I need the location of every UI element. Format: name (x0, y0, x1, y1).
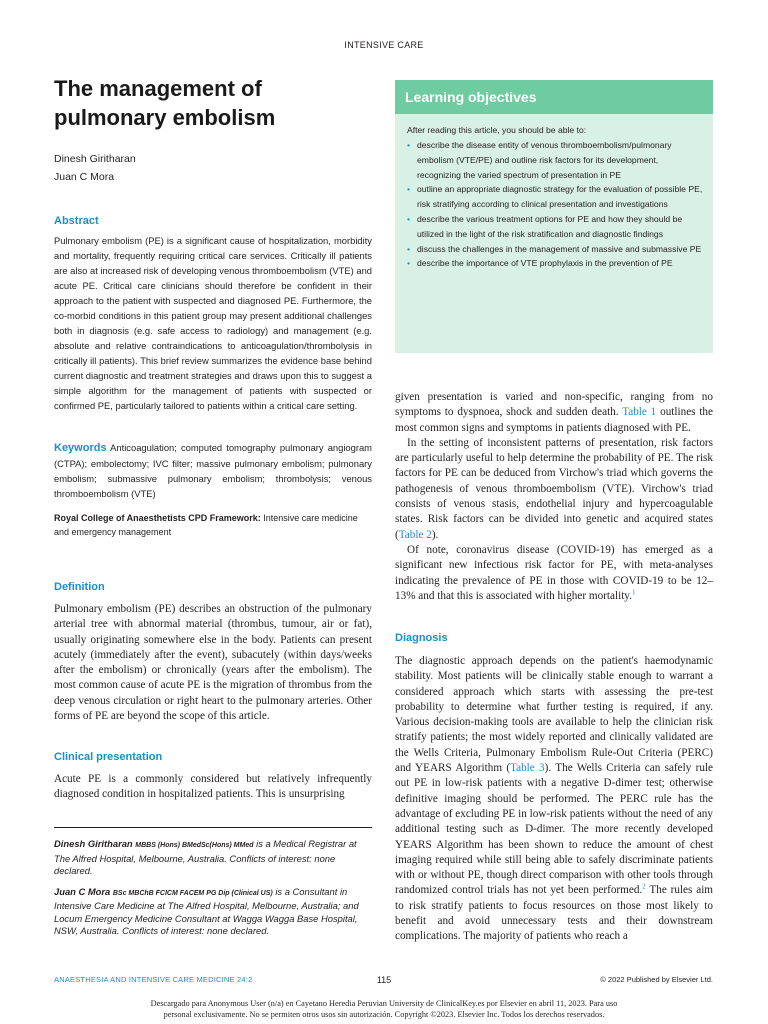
keywords-text: Anticoagulation; computed tomography pulmonary angiogram (CTPA); embolectomy; IVC filter; massive pulmonary embolism; pulmonary embolism; submassive pulmonary embolism; thrombolysis; venous thromboembolism (VTE) (54, 442, 372, 499)
running-header: INTENSIVE CARE (344, 40, 424, 50)
paragraph: In the setting of inconsistent patterns of presentation, risk factors are particularly useful to help determine the probability of PE. The risk factors for PE can be deduced from Virchow's triad which governs the pathogenesis of venous thromboembolism (VTE). Virchow's triad consists of venous stasis, endothelial injury and hypercoagulable states. Risk factors can be divided into genetic and acquired states (Table 2). (395, 436, 713, 541)
article-title: The management of pulmonary embolism (54, 76, 276, 130)
table-1-link[interactable]: Table 1 (622, 406, 657, 419)
diagnosis-body (395, 654, 713, 945)
bullet-icon: • (407, 213, 411, 224)
paragraph: The diagnostic approach depends on the patient's haemodynamic stability. Most patients will be clinically stable enough to warrant a considered approach which starts with assessing the pre-test probability to determine what further testing is required, if any. Various decision-making tools are available to help the clinician risk stratify patients; the most widely reported and clinically validated are the Wells Criteria, Pulmonary Embolism Rule-Out Criteria (PERC) and YEARS Algorithm (Table 3). The Wells Criteria can safely rule out PE in low-risk patients with a negative D-dimer test; otherwise definitive imaging should be performed. The PERC rule has the advantage of excluding PE in low-risk patients without the need of any additional testing such as D-dimer. The more recently developed YEARS Algorithm has been shown to reduce the amount of chest imaging required while still being able to safely discriminate patients with or without PE, though direct comparison with other tools through randomized control trials has not yet been performed.$^2$ The rules aim to risk stratify patients to focus resources on those most likely to benefit and avoid unnecessary tests and their downstream complications. The majority of patients who reach a (395, 655, 714, 943)
author-bio: Dinesh Giritharan MBBS (Hons) BMedSc(Hons) MMed is a Medical Registrar at The Alfred Hospital, Melbourne, Australia. Conflicts of interest: none declared. (54, 838, 357, 876)
keywords-block (54, 440, 372, 501)
table-3-link[interactable]: Table 3 (510, 762, 545, 775)
learning-objectives-box (395, 80, 713, 353)
diagnosis-heading: Diagnosis (395, 632, 448, 644)
learning-objectives-intro: After reading this article, you should be able to: (407, 125, 587, 135)
page-number: 115 (376, 975, 392, 985)
definition-heading: Definition (54, 581, 105, 593)
reference-1[interactable]: 1 (631, 588, 636, 597)
bullet-icon: • (407, 243, 411, 254)
author-list (54, 150, 136, 186)
clinical-presentation-heading: Clinical presentation (54, 751, 163, 763)
download-notice-line: personal exclusivamente. No se permiten otros usos sin autorización. Copyright ©2023. Elsevier Inc. Todos los derechos reservados. (163, 1010, 605, 1019)
author-name: Dinesh Giritharan (54, 153, 136, 165)
clinical-presentation-body-right (395, 390, 713, 604)
download-notice-line: Descargado para Anonymous User (n/a) en Cayetano Heredia Peruvian University de ClinicalKey.es por Elsevier en abril 11, 2023. Para uso (150, 999, 618, 1008)
table-2-link[interactable]: Table 2 (398, 528, 432, 541)
reference-2[interactable]: 2 (642, 882, 646, 891)
bullet-icon: • (407, 184, 411, 195)
cpd-text: Intensive care medicine and emergency management (54, 513, 358, 537)
list-item: • outline an appropriate diagnostic strategy for the evaluation of possible PE, risk stratifying according to clinical presentation and investigations (407, 184, 703, 210)
paragraph: Of note, coronavirus disease (COVID-19) has emerged as a significant new infectious risk factor for PE, with meta-analyses indicating the prevalence of PE in those with COVID-19 to be 12–13% and that this is associated with higher mortality.$^1$ (395, 543, 713, 602)
clinical-presentation-body-left: Acute PE is a commonly considered but relatively infrequently diagnosed condition in hospitalized patients. This is unsurprising (54, 773, 372, 801)
paragraph: given presentation is varied and non-specific, ranging from no symptoms to dyspnoea, shock and sudden death. Table 1 outlines the most common signs and symptoms in patients diagnosed with PE. (395, 391, 713, 434)
list-item: • describe the disease entity of venous thromboembolism/pulmonary embolism (VTE/PE) and outline risk factors for its development, recognizing the varied spectrum of presentation in PE (407, 140, 672, 180)
list-item: • describe the various treatment options for PE and how they should be utilized in the light of the risk stratification and diagnostic findings (407, 213, 683, 239)
journal-footer: ANAESTHESIA AND INTENSIVE CARE MEDICINE 24:2 (54, 975, 253, 984)
bullet-icon: • (407, 258, 411, 269)
abstract-heading: Abstract (54, 215, 99, 227)
cpd-label: Royal College of Anaesthetists CPD Framework: (54, 513, 261, 523)
cpd-framework (54, 511, 372, 539)
abstract-body: Pulmonary embolism (PE) is a significant cause of hospitalization, morbidity and mortality, frequently requiring critical care services. Critically ill patients are also at increased risk of developing venous thromboembolism (VTE) and acute PE. Critical care clinicians should therefore be confident in their approach to the patient with suspected and diagnosed PE. Furthermore, the co-morbid conditions in this patient group may present additional challenges both in diagnosis (e.g. safe access to radiology) and management (e.g. absolute and relative contraindications to anticoagulation/thrombolysis in critically ill patients). This brief review summarizes the evidence base behind current diagnostic and treatment strategies and draws upon this to suggest a simple algorithm for the management of patients with suspected or confirmed PE, particularly tailored to patients within a critical care setting. (54, 235, 372, 411)
author-bio: Juan C Mora BSc MBChB FCICM FACEM PG Dip (Clinical US) is a Consultant in Intensive Care Medicine at The Alfred Hospital, Melbourne, Australia; and Locum Emergency Medicine Consultant at Wagga Wagga Base Hospital, NSW, Australia. Conflicts of interest: none declared. (54, 885, 359, 936)
copyright-footer: © 2022 Published by Elsevier Ltd. (600, 975, 713, 984)
definition-body: Pulmonary embolism (PE) describes an obstruction of the pulmonary arterial tree with abnormal material (thrombus, tumour, air or fat), usually originating somewhere else in the body. Patients can present acutely (immediately after the event), subacutely (within days/weeks after the embolism) or chronically (years after the embolism). The most common cause of acute PE is the migration of thrombus from the deep venous circulation or right heart to the pulmonary arteries. Other forms of PE are beyond the scope of this article. (54, 603, 372, 723)
bullet-icon: • (407, 140, 411, 150)
download-notice (0, 998, 768, 1020)
author-bios (54, 838, 372, 946)
learning-objectives-list (395, 138, 713, 271)
list-item: • discuss the challenges in the management of massive and submassive PE (407, 242, 703, 257)
learning-objectives-heading: Learning objectives (395, 80, 713, 114)
author-name: Juan C Mora (54, 171, 115, 183)
list-item: • describe the importance of VTE prophylaxis in the prevention of PE (407, 256, 703, 271)
keywords-label: Keywords (54, 442, 107, 454)
bio-divider (54, 827, 372, 828)
